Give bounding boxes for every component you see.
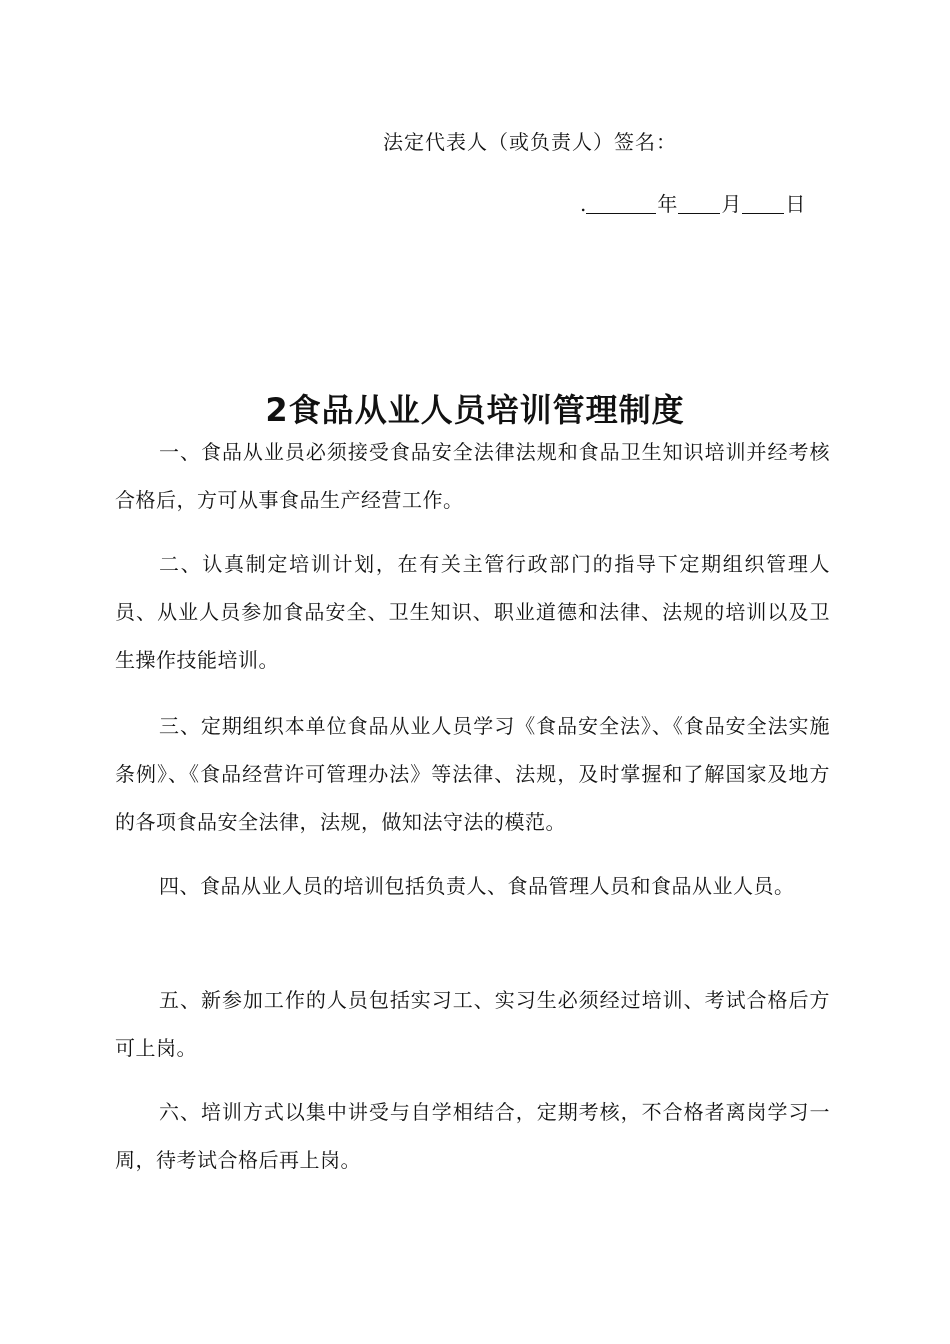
paragraph-5: 五、新参加工作的人员包括实习工、实习生必须经过培训、考试合格后方可上岗。 xyxy=(115,988,830,1060)
paragraph-1: 一、食品从业员必须接受食品安全法律法规和食品卫生知识培训并经考核合格后，方可从事食品生产经营工作。 xyxy=(115,440,830,512)
paragraph-3: 三、定期组织本单位食品从业人员学习《食品安全法》、《食品安全法实施条例》、《食品经营许可管理办法》等法律、法规，及时掌握和了解国家及地方的各项食品安全法律，法规，做知法守法的模范。 xyxy=(115,714,830,834)
date-dot: . xyxy=(580,192,587,216)
date-line xyxy=(580,188,806,217)
signature-label: 法定代表人（或负责人）签名： xyxy=(383,130,677,154)
year-label: 年 xyxy=(657,192,678,216)
paragraph-6: 六、培训方式以集中讲受与自学相结合，定期考核，不合格者离岗学习一周，待考试合格后再上岗。 xyxy=(115,1100,830,1172)
document-title: 2食品从业人员培训管理制度 xyxy=(265,391,685,430)
month-label: 月 xyxy=(721,192,742,216)
day-label: 日 xyxy=(785,192,806,216)
month-blank xyxy=(678,191,720,214)
year-blank xyxy=(586,191,656,214)
day-blank xyxy=(742,191,784,214)
paragraph-4: 四、食品从业人员的培训包括负责人、食品管理人员和食品从业人员。 xyxy=(159,874,795,898)
paragraph-2: 二、认真制定培训计划，在有关主管行政部门的指导下定期组织管理人员、从业人员参加食品安全、卫生知识、职业道德和法律、法规的培训以及卫生操作技能培训。 xyxy=(115,552,830,672)
